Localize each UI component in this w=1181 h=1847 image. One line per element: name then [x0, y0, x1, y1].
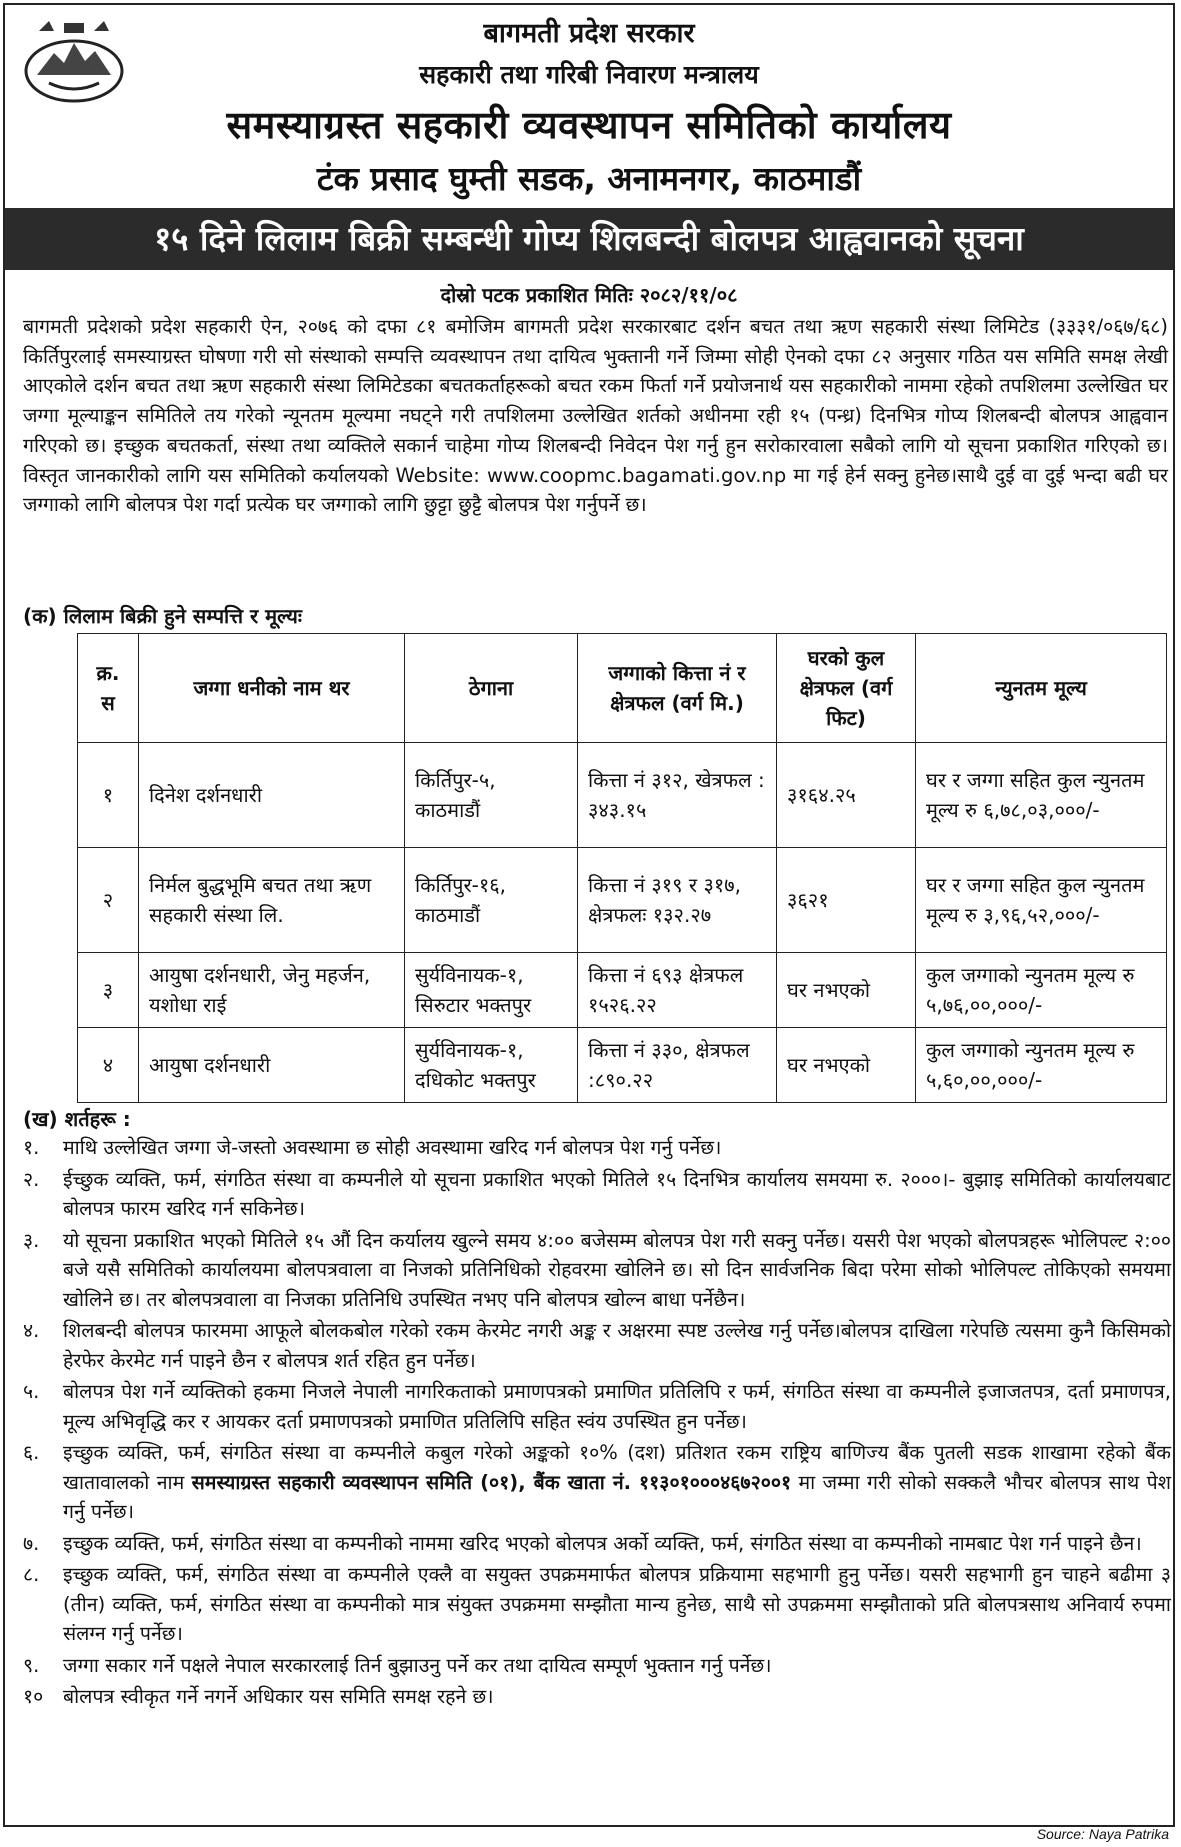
section-b-title: (ख) शर्तहरू : [23, 1107, 131, 1131]
term-text: जग्गा सकार गर्ने पक्षले नेपाल सरकारलाई तिर्न बुझाउनु पर्ने कर तथा दायित्व सम्पूर्ण भुक्तान गर्नु पर्नेछ। [63, 1653, 772, 1677]
cell-address: सुर्यविनायक-१, दधिकोट भक्तपुर [405, 1028, 578, 1103]
cell-owner: आयुषा दर्शनधारी, जेनु महर्जन, यशोधा राई [139, 953, 405, 1028]
col-header-land: जग्गाको कित्ता नं र क्षेत्रफल (वर्ग मि.) [578, 634, 777, 743]
term-number: १० [23, 1685, 44, 1708]
bank-account-detail: समस्याग्रस्त सहकारी व्यवस्थापन समिति (०१), बैंक खाता नं. ११३०१०००४६७२००१ [191, 1470, 792, 1494]
col-header-price: न्युनतम मूल्य [916, 634, 1167, 743]
term-text-part: मा जम्मा गरी सोको सक्कलै भौचर बोलपत्र साथ पेश गर्नु पर्नेछ। [63, 1470, 1171, 1523]
cell-price: घर र जग्गा सहित कुल न्युनतम मूल्य रु ६,७८,०३,०००/- [916, 743, 1167, 848]
notice-frame [3, 3, 1175, 1827]
term-number: ४. [23, 1319, 40, 1342]
publication-date: दोस्रो पटक प्रकाशित मितिः २०८२/११/०८ [440, 283, 738, 307]
cell-sn: १ [78, 743, 139, 848]
cell-sn: ३ [78, 953, 139, 1028]
term-number: ७. [23, 1531, 40, 1555]
list-item [23, 1165, 1171, 1224]
cell-address: सुर्यविनायक-१, सिरुटार भक्तपुर [405, 953, 578, 1028]
office-name: समस्याग्रस्त सहकारी व्यवस्थापन समितिको कार्यालय [226, 103, 952, 147]
table-row [78, 848, 1167, 953]
cell-owner: निर्मल बुद्धभूमि बचत तथा ऋण सहकारी संस्था लि. [139, 848, 405, 953]
list-item [23, 1438, 1171, 1527]
cell-house: घर नभएको [777, 953, 916, 1028]
notice-header [5, 5, 1173, 205]
list-item [23, 1560, 1171, 1649]
term-text: ईच्छुक व्यक्ति, फर्म, संगठित संस्था वा कम्पनीले यो सूचना प्रकाशित भएको मितिले १५ दिनभित्र कार्यालय समयमा रु. २०००।- बुझाइ समितिको कार्यालयबाट बोलपत्र फारम खरिद गर्न सकिनेछ। [63, 1167, 1171, 1220]
source-credit: Source: Naya Patrika [1036, 1826, 1169, 1842]
cell-price: कुल जग्गाको न्युनतम मूल्य रु ५,७६,००,०००/- [916, 953, 1167, 1028]
cell-address: किर्तिपुर-१६, काठमाडौं [405, 848, 578, 953]
list-item [23, 1651, 1171, 1681]
cell-house: ३६२१ [777, 848, 916, 953]
cell-owner: आयुषा दर्शनधारी [139, 1028, 405, 1103]
cell-address: किर्तिपुर-५, काठमाडौं [405, 743, 578, 848]
term-text: शिलबन्दी बोलपत्र फारममा आफूले बोलकबोल गरेको रकम केरमेट नगरी अङ्क र अक्षरमा स्पष्ट उल्लेख गर्नु पर्नेछ।बोलपत्र दाखिला गरेपछि त्यसमा कुनै किसिमको हेरफेर केरमेट गर्न पाइने छैन र बोलपत्र शर्त रहित हुन पर्नेछ। [63, 1319, 1171, 1372]
term-number: ३. [23, 1228, 40, 1252]
table-header-row [78, 634, 1167, 743]
col-header-address: ठेगाना [405, 634, 578, 743]
term-text: इच्छुक व्यक्ति, फर्म, संगठित संस्था वा कम्पनीको नाममा खरिद भएको बोलपत्र अर्को व्यक्ति, फर्म, संगठित संस्था वा कम्पनीको नामबाट पेश गर्न पाइने छैन। [63, 1531, 1142, 1555]
term-text: इच्छुक व्यक्ति, फर्म, संगठित संस्था वा कम्पनीले एक्लै वा सयुक्त उपक्रममार्फत बोलपत्र प्रक्रियामा सहभागी हुनु पर्नेछ। यसरी सहभागी हुन चाहने बढीमा ३ (तीन) व्यक्ति, फर्म, संगठित संस्था वा कम्पनीको मात्र संयुक्त उपक्रममा सम्झौता मान्य हुनेछ, साथै सो उपक्रममा सम्झौताको प्रति बोलपत्रसाथ अनिवार्य रुपमा संलग्न गर्नु पर्नेछ। [63, 1563, 1171, 1645]
cell-owner: दिनेश दर्शनधारी [139, 743, 405, 848]
list-item [23, 1133, 1171, 1163]
cell-price: घर र जग्गा सहित कुल न्युनतम मूल्य रु ३,९६,५२,०००/- [916, 848, 1167, 953]
government-name: बागमती प्रदेश सरकार [483, 18, 695, 49]
terms-list [23, 1133, 1171, 1714]
term-text [63, 1438, 1171, 1527]
term-text-part: इच्छुक व्यक्ति, फर्म, संगठित संस्था वा कम्पनीले कबुल गरेको अङ्कको १०% (दश) प्रतिशत रकम राष्ट्रिय बाणिज्य बैंक पुतली सडक शाखामा रहेको बैंक खातावालको नाम [63, 1441, 1171, 1494]
ministry-name: सहकारी तथा गरिबी निवारण मन्त्रालय [419, 60, 759, 89]
cell-house: ३१६४.२५ [777, 743, 916, 848]
property-table [77, 633, 1167, 1103]
term-number: १. [23, 1136, 40, 1159]
list-item [23, 1226, 1171, 1315]
table-row [78, 1028, 1167, 1103]
term-number: ६. [23, 1441, 40, 1464]
term-text: बोलपत्र पेश गर्ने व्यक्तिको हकमा निजले नेपाली नागरिकताको प्रमाणपत्रको प्रमाणित प्रतिलिपि र फर्म, संगठित संस्था वा कम्पनीले इजाजतपत्र, दर्ता प्रमाणपत्र, मूल्य अभिवृद्धि कर र आयकर दर्ता प्रमाणपत्रको प्रमाणित प्रतिलिपि सहित स्वंय उपस्थित हुन पर्नेछ। [63, 1380, 1171, 1433]
notice-title-banner: १५ दिने लिलाम बिक्री सम्बन्धी गोप्य शिलबन्दी बोलपत्र आह्ववानको सूचना [5, 208, 1173, 270]
section-a-title: (क) लिलाम बिक्री हुने सम्पत्ति र मूल्यः [23, 604, 302, 628]
table-row [78, 953, 1167, 1028]
table-row [78, 743, 1167, 848]
cell-land: कित्ता नं ३१९ र ३१७, क्षेत्रफलः १३२.२७ [578, 848, 777, 953]
cell-land: कित्ता नं ६९३ क्षेत्रफल १५२६.२२ [578, 953, 777, 1028]
intro-paragraph: बागमती प्रदेशको प्रदेश सहकारी ऐन, २०७६ को दफा ८१ बमोजिम बागमती प्रदेश सरकारबाट दर्शन बचत तथा ऋण सहकारी संस्था लिमिटेड (३३३१/०६७/६८) किर्तिपुरलाई समस्याग्रस्त घोषणा गरी सो संस्थाको सम्पत्ति व्यवस्थापन तथा दायित्व भुक्तानी गर्ने जिम्मा सोही ऐनको दफा ८२ अनुसार गठित यस समिति समक्ष लेखी आएकोले दर्शन बचत तथा ऋण सहकारी संस्था लिमिटेडका बचतकर्ताहरूको बचत रकम फिर्ता गर्ने प्रयोजनार्थ यस सहकारीको नाममा रहेको तपशिलमा उल्लेखित घर जग्गा मूल्याङ्कन समितिले तय गरेको न्यूनतम मूल्यमा नघट्ने गरी तपशिलमा उल्लेखित शर्तको अधीनमा रही १५ (पन्ध्र) दिनभित्र गोप्य शिलबन्दी बोलपत्र आह्ववान गरिएको छ। इच्छुक बचतकर्ता, संस्था तथा व्यक्तिले सकार्न चाहेमा गोप्य शिलबन्दी निवेदन पेश गर्नु हुन सरोकारवाला सबैको लागि यो सूचना प्रकाशित गरिएको छ। विस्तृत जानकारीको लागि यस समितिको कर्यालयको Website: www.coopmc.bagamati.gov.np मा गई हेर्न सक्नु हुनेछ।साथै दुई वा दुई भन्दा बढी घर जग्गाको लागि बोलपत्र पेश गर्दा प्रत्येक घर जग्गाको लागि छुट्टा छुट्टै बोलपत्र पेश गर्नुपर्ने छ। [23, 315, 1168, 517]
list-item [23, 1529, 1171, 1559]
cell-price: कुल जग्गाको न्युनतम मूल्य रु ५,६०,००,०००/- [916, 1028, 1167, 1103]
list-item [23, 1316, 1171, 1375]
term-number: ९. [23, 1653, 40, 1677]
cell-sn: २ [78, 848, 139, 953]
term-text: माथि उल्लेखित जग्गा जे-जस्तो अवस्थामा छ सोही अवस्थामा खरिद गर्न बोलपत्र पेश गर्नु पर्नेछ। [63, 1136, 722, 1159]
col-header-owner: जग्गा धनीको नाम थर [139, 634, 405, 743]
term-number: ५. [23, 1380, 40, 1403]
cell-land: कित्ता नं ३३०, क्षेत्रफल :८९०.२२ [578, 1028, 777, 1103]
office-address: टंक प्रसाद घुम्ती सडक, अनामनगर, काठमाडौं [316, 159, 862, 198]
list-item [23, 1377, 1171, 1436]
col-header-house: घरको कुल क्षेत्रफल (वर्ग फिट) [777, 634, 916, 743]
term-number: ८. [23, 1563, 40, 1586]
term-number: २. [23, 1167, 40, 1191]
term-text: बोलपत्र स्वीकृत गर्ने नगर्ने अधिकार यस समिति समक्ष रहने छ। [63, 1685, 494, 1708]
cell-land: कित्ता नं ३१२, खेत्रफल : ३४३.१५ [578, 743, 777, 848]
cell-sn: ४ [78, 1028, 139, 1103]
term-text: यो सूचना प्रकाशित भएको मितिले १५ औं दिन कर्यालय खुल्ने समय ४:०० बजेसम्म बोलपत्र पेश गरी सक्नु पर्नेछ। यसरी पेश भएको बोलपत्रहरू भोलिपल्ट २:०० बजे यसै समितिको कार्यालयमा बोलपत्रवाला वा निजको प्रतिनिधिको रोहवरमा खोलिने छ। सो दिन सार्वजनिक बिदा परेमा सोको भोलिपल्ट तोकिएको समयमा खोलिने छ। तर बोलपत्रवाला वा निजका प्रतिनिधि उपस्थित नभए पनि बोलपत्र खोल्न बाधा पर्नेछैन। [63, 1228, 1171, 1311]
col-header-sn: क्र. स [78, 634, 139, 743]
list-item [23, 1682, 1171, 1712]
cell-house: घर नभएको [777, 1028, 916, 1103]
